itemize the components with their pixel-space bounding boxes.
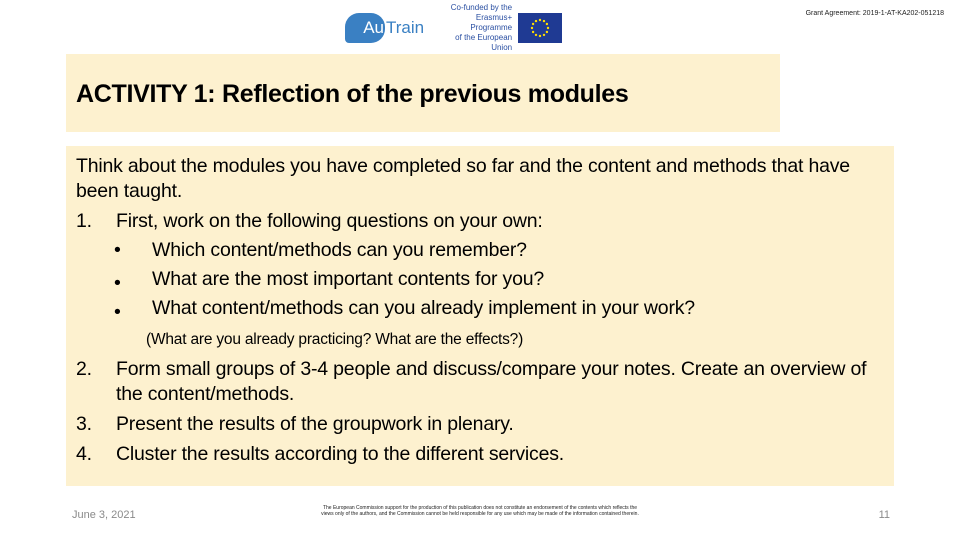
grant-agreement: Grant Agreement: 2019-1-AT-KA202-051218 [805,10,944,17]
cofunded-line-1: Co-funded by the [450,3,513,12]
page-number: 11 [878,509,890,521]
autrain-logo-au: Au [363,18,384,37]
cofunded-line-3: of the European Union [455,33,513,52]
cofunded-text [432,3,512,53]
step-1 [76,209,891,234]
bullet-item [76,267,891,292]
step-2 [76,357,891,407]
intro-text: Think about the modules you have completed so far and the content and methods that have been taught. [76,155,850,202]
bullet-text: Which content/methods can you remember? [152,239,527,261]
eu-flag-icon [518,13,562,43]
content-box [66,146,894,486]
step-text: Form small groups of 3-4 people and discuss/compare your notes. Create an overview of the content/methods. [116,358,867,405]
step-4 [76,442,891,467]
title-box [66,54,780,132]
step-number: 1. [76,210,92,232]
step-text: First, work on the following questions on your own: [116,210,543,232]
slide-content [76,154,891,467]
step-number: 3. [76,413,92,435]
header-logos [345,3,562,52]
step-number: 4. [76,443,92,465]
footer-disclaimer: The European Commission support for the production of this publication does not constitute an endorsement of the contents which reflects the views only of the authors, and the Commission cannot be held responsible for any use which may be made of the information contained therein. [321,505,639,517]
step-3 [76,412,891,437]
slide-title: ACTIVITY 1: Reflection of the previous modules [76,80,629,108]
bullet-item [76,238,891,263]
cofunded-line-2: Erasmus+ Programme [470,13,513,32]
bullet-icon: • [114,272,121,294]
bullet-text: What are the most important contents for you? [152,268,545,290]
autrain-logo-train: Train [386,18,425,37]
bullet-icon: • [114,301,121,323]
footer-date: June 3, 2021 [72,509,136,521]
autrain-logo [345,11,424,45]
bullet-icon: • [114,239,121,261]
bullet-item [76,296,891,321]
eu-stars [518,13,562,43]
step-number: 2. [76,358,92,380]
bullet-text: What content/methods can you already implement in your work? [152,297,695,319]
autrain-logo-bubble [345,13,385,43]
note-text: (What are you already practicing? What are the effects?) [146,331,524,348]
step-text: Cluster the results according to the different services. [116,443,564,465]
step-text: Present the results of the groupwork in plenary. [116,413,514,435]
